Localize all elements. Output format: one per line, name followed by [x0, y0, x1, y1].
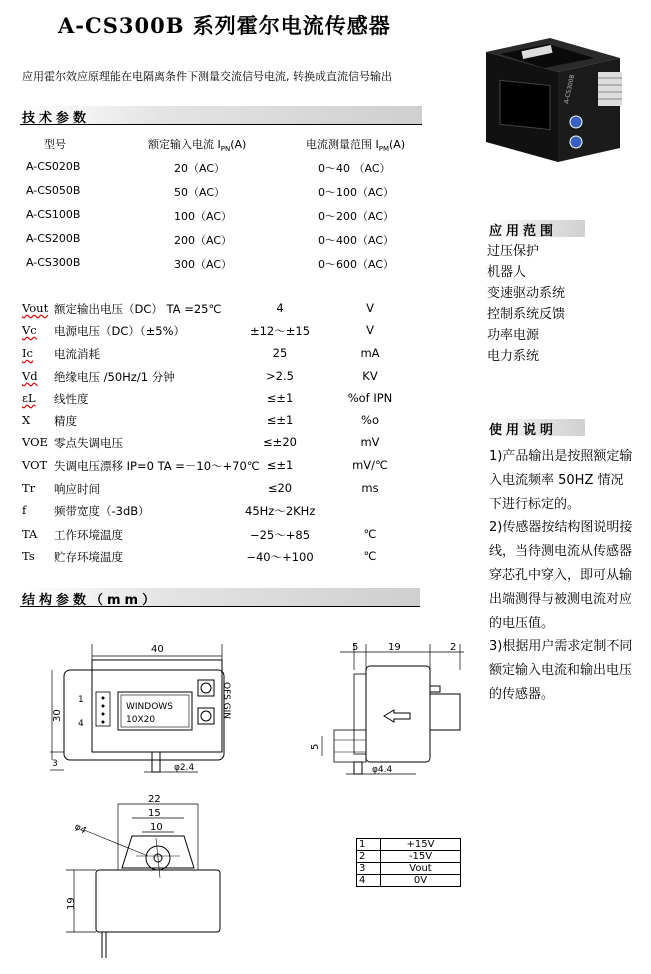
- svg-text:5: 5: [310, 743, 321, 750]
- product-photo: [478, 30, 628, 170]
- structure-section-header: [20, 588, 420, 607]
- page-title: A-CS300B 系列霍尔电流传感器: [58, 13, 391, 38]
- param-row: Vout 额定输出电压（DC） TA =25℃ 4 V: [22, 301, 374, 316]
- col-range-header: 电流测量范围 $I_{PM}(A)$: [306, 138, 406, 154]
- param-row: Ts 贮存环境温度 −40～+100 ℃: [22, 549, 377, 564]
- svg-text:15: 15: [148, 808, 161, 819]
- usage-heading: 使用说明: [489, 423, 558, 438]
- tech-section-header: [20, 106, 422, 125]
- bottom-view-drawing: [62, 790, 232, 960]
- col-rated-header: 额定输入电流 $I_{PN}(A)$: [148, 138, 247, 154]
- svg-text:10X20: 10X20: [126, 715, 156, 725]
- svg-text:1: 1: [78, 695, 84, 705]
- svg-text:30: 30: [52, 709, 63, 722]
- table-row: 4 0V: [357, 875, 461, 887]
- param-row: Tr 响应时间 ≤20 ms: [22, 481, 379, 496]
- applications-header: [487, 220, 585, 237]
- svg-text:40: 40: [151, 644, 164, 655]
- param-row: TA 工作环境温度 −25～+85 ℃: [22, 527, 377, 542]
- svg-text:10: 10: [150, 822, 163, 833]
- svg-text:WINDOWS: WINDOWS: [126, 702, 173, 712]
- param-row: X 精度 ≤±1 %o: [22, 413, 379, 428]
- applications-heading: 应用范围: [489, 224, 558, 239]
- param-list: [0, 301, 420, 571]
- usage-paragraph: 1)产品输出是按照额定输入电流频率 50HZ 情况下进行标定的。: [489, 449, 633, 512]
- svg-text:3: 3: [52, 759, 58, 769]
- intro-text: 应用霍尔效应原理能在电隔离条件下测量交流信号电流, 转换成直流信号输出: [22, 70, 392, 83]
- svg-text:5: 5: [352, 642, 359, 653]
- param-row: Vd 绝缘电压 /50Hz/1 分钟 >2.5 KV: [22, 369, 378, 384]
- svg-text:φ2.4: φ2.4: [174, 763, 195, 773]
- photo-label: A-CS300B: [563, 73, 577, 105]
- list-item: 功率电源: [487, 328, 540, 343]
- svg-text:OFS GIN: OFS GIN: [221, 682, 231, 720]
- svg-text:19: 19: [388, 642, 401, 653]
- list-item: 过压保护: [487, 244, 540, 259]
- param-row: εL 线性度 ≤±1 %of IPN: [22, 391, 393, 406]
- usage-text: [489, 445, 634, 707]
- pin-table: [356, 838, 461, 887]
- param-row: f 频带宽度（-3dB） 45Hz～2KHz: [22, 503, 316, 518]
- svg-text:4: 4: [78, 719, 84, 729]
- tech-heading: 技术参数: [22, 111, 91, 126]
- param-row: VOT 失调电压漂移 IP=0 TA =－10～+70℃ ≤±1 mV/℃: [22, 458, 388, 473]
- svg-text:22: 22: [148, 794, 161, 805]
- table-row: 3 Vout: [357, 863, 461, 875]
- usage-paragraph: 2)传感器按结构图说明接线，当待测电流从传感器穿芯孔中穿入，即可从输出端测得与被测电流对应的电压值。: [489, 520, 633, 631]
- list-item: 电力系统: [487, 349, 540, 364]
- col-model-header: 型号: [44, 138, 66, 151]
- list-item: 变速驱动系统: [487, 286, 566, 301]
- param-row: VOE 零点失调电压 ≤±20 mV: [22, 435, 380, 450]
- svg-text:φ4.4: φ4.4: [372, 765, 393, 775]
- front-view-drawing: [48, 640, 238, 790]
- table-row: 2 -15V: [357, 851, 461, 863]
- usage-header: [487, 419, 585, 436]
- svg-text:φ4: φ4: [72, 821, 88, 837]
- model-table: A-CS020B 20（AC） 0～40 （AC） A-CS050B 50（AC） 0～100（AC） A-CS100B 100（AC） 0～200（AC） A-CS200B 200（AC） 0～400（AC） A-CS300B 300（AC） 0～600（AC）: [26, 160, 395, 271]
- list-item: 机器人: [487, 265, 527, 280]
- svg-text:2: 2: [450, 642, 457, 653]
- usage-paragraph: 3)根据用户需求定制不同额定输入电流和输出电压的传感器。: [489, 639, 633, 702]
- param-row: Vc 电源电压（DC）（±5%） ±12～±15 V: [22, 323, 374, 338]
- param-row: Ic 电流消耗 25 mA: [22, 346, 380, 361]
- side-view-drawing: [300, 640, 470, 780]
- list-item: 控制系统反馈: [487, 307, 566, 322]
- structure-heading: 结构参数（mm）: [22, 593, 160, 608]
- table-row: 1 +15V: [357, 839, 461, 851]
- svg-text:19: 19: [66, 897, 77, 910]
